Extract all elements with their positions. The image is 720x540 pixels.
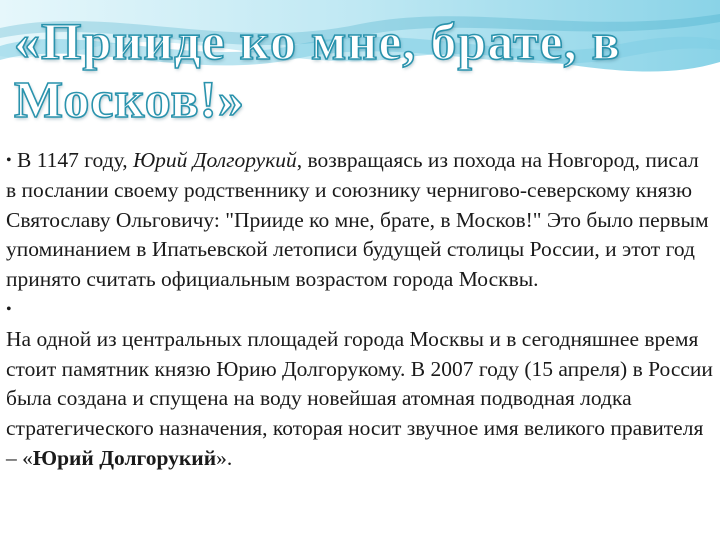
paragraph-2-text-start: На одной из центральных площадей города Москвы и в сегодняшнее время стоит памятник князю Юрию Долгорукому. В 2007 году (15 апреля) в России была создана и спущена на воду новейшая атомная подводная лодка стратегического назначения, которая носит звучное имя великого правителя – «	[6, 326, 713, 470]
bullet-2-line	[6, 295, 714, 325]
slide-body	[6, 146, 714, 474]
paragraph-1-name: Юрий Долгорукий	[132, 148, 297, 172]
paragraph-2	[6, 325, 714, 474]
paragraph-1	[6, 146, 714, 295]
bullet-1: •	[6, 152, 12, 169]
paragraph-2-text-end: ».	[216, 445, 233, 470]
bullet-2: •	[6, 300, 12, 318]
slide-title: «Прииде ко мне, брате, в Москов!»	[14, 14, 621, 129]
paragraph-1-text-end: , возвращаясь из похода на Новгород, писал в послании своему родственнику и союзнику чернигово-северскому князю Святославу Ольговичу: "Прииде ко мне, брате, в Москов!" Это было первым упоминанием в Ипатьевской летописи будущей столицы России, и этот год принято считать официальным возрастом города Москвы.	[6, 148, 709, 292]
paragraph-1-text-start: В 1147 году,	[16, 148, 133, 172]
paragraph-2-name: Юрий Долгорукий	[32, 445, 217, 470]
